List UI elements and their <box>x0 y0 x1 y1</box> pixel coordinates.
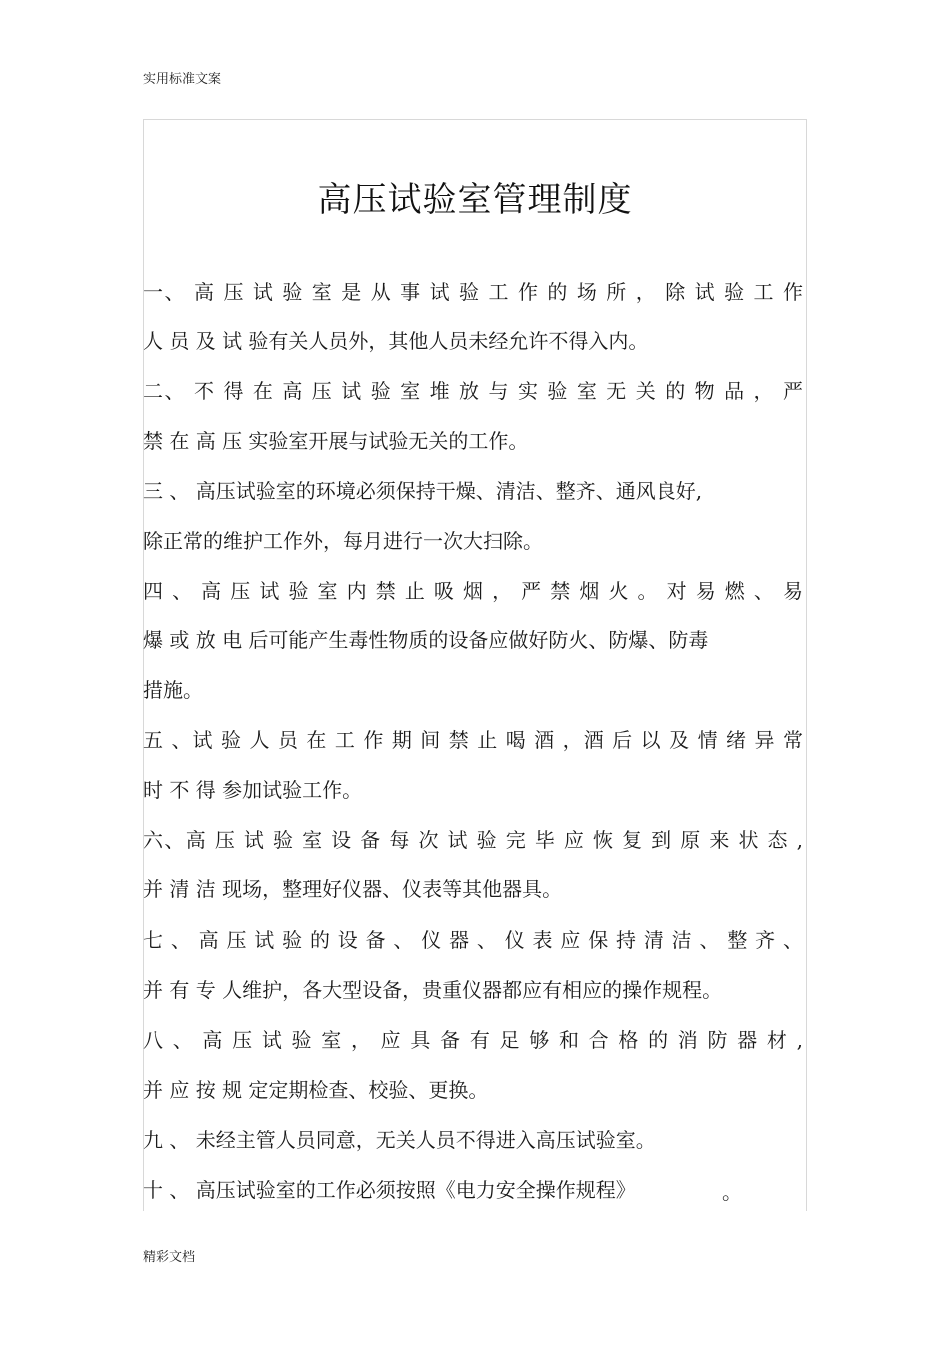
rule-2-line-1: 二、 不 得 在 高 压 试 验 室 堆 放 与 实 验 室 无 关 的 物 品 ， 严 <box>143 379 803 403</box>
rule-6-line-1: 六、高 压 试 验 室 设 备 每 次 试 验 完 毕 应 恢 复 到 原 来 状 态 , <box>143 828 803 852</box>
rule-4-line-2: 爆 或 放 电 后可能产生毒性物质的设备应做好防火、防爆、防毒 <box>143 628 709 652</box>
rule-10-line-1: 十 、 高压试验室的工作必须按照《电力安全操作规程》 <box>143 1178 636 1202</box>
rule-3-line-1: 三 、 高压试验室的环境必须保持干燥、清洁、整齐、通风良好, <box>143 479 703 503</box>
rule-4-line-1: 四 、 高 压 试 验 室 内 禁 止 吸 烟 ， 严 禁 烟 火 。 对 易 燃 、 易 <box>143 579 803 603</box>
rule-4-line-3: 措施。 <box>143 678 203 702</box>
rule-6-line-2: 并 清 洁 现场，整理好仪器、仪表等其他器具。 <box>143 877 563 901</box>
frame-top-border <box>143 119 807 120</box>
document-title: 高压试验室管理制度 <box>317 180 633 220</box>
rule-7-line-1: 七 、 高 压 试 验 的 设 备 、 仪 器 、 仪 表 应 保 持 清 洁 、 整 齐 、 <box>143 928 803 952</box>
rule-5-line-1: 五 、试 验 人 员 在 工 作 期 间 禁 止 喝 酒 ，酒 后 以 及 情 绪 异 常 <box>143 728 803 752</box>
page-footer: 精彩文档 <box>143 1250 196 1265</box>
page-header: 实用标准文案 <box>143 72 222 87</box>
rule-1-line-2: 人 员 及 试 验有关人员外，其他人员未经允许不得入内。 <box>143 329 649 353</box>
rule-10-end-punct: 。 <box>722 1180 742 1204</box>
rule-2-line-2: 禁 在 高 压 实验室开展与试验无关的工作。 <box>143 429 529 453</box>
rule-8-line-2: 并 应 按 规 定定期检查、校验、更换。 <box>143 1078 489 1102</box>
rule-9-line-1: 九 、 未经主管人员同意，无关人员不得进入高压试验室。 <box>143 1128 656 1152</box>
rule-1-line-1: 一、 高 压 试 验 室 是 从 事 试 验 工 作 的 场 所 ， 除 试 验 工 作 <box>143 280 803 304</box>
rule-7-line-2: 并 有 专 人维护，各大型设备，贵重仪器都应有相应的操作规程。 <box>143 978 723 1002</box>
rule-3-line-2: 除正常的维护工作外，每月进行一次大扫除。 <box>143 529 543 553</box>
frame-right-border <box>806 119 807 1211</box>
rule-8-line-1: 八 、 高 压 试 验 室 ， 应 具 备 有 足 够 和 合 格 的 消 防 器 材 , <box>143 1028 803 1052</box>
rule-5-line-2: 时 不 得 参加试验工作。 <box>143 778 363 802</box>
